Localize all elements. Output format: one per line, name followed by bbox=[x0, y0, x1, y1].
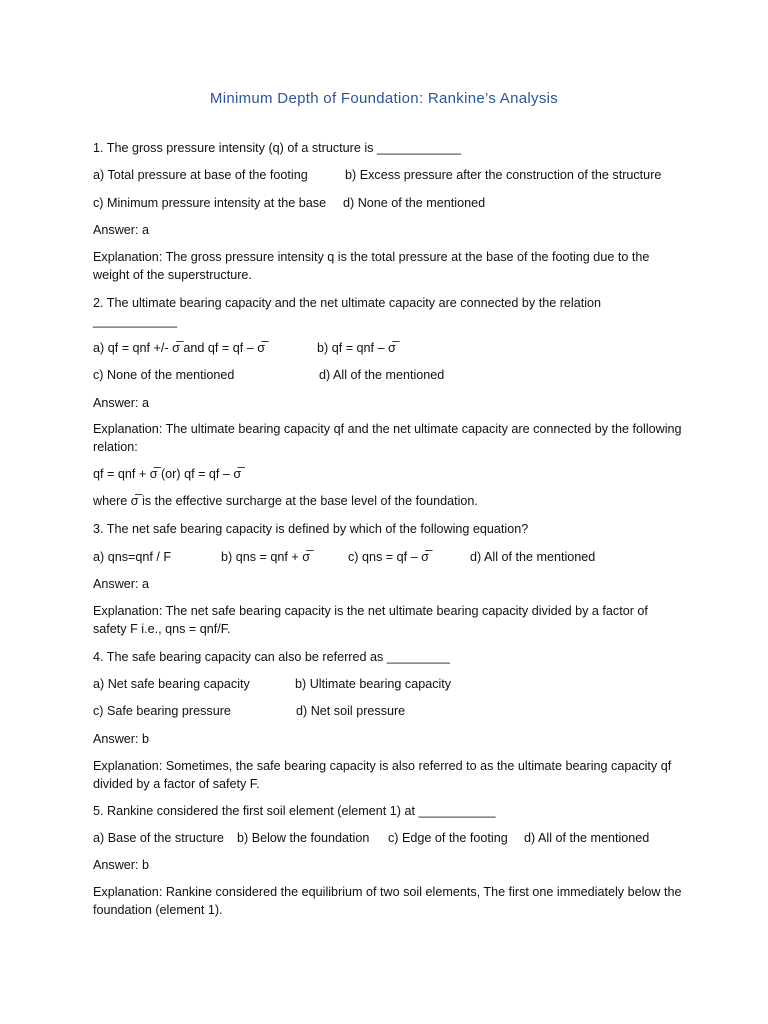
q1-option-c: c) Minimum pressure intensity at the base bbox=[93, 196, 327, 210]
q5-explanation: Explanation: Rankine considered the equilibrium of two soil elements, The first one immediately below the foundation (element 1). bbox=[93, 885, 682, 917]
question-1: 1. The gross pressure intensity (q) of a structure is ____________ bbox=[93, 141, 461, 155]
q1-option-b: b) Excess pressure after the construction of the structure bbox=[345, 168, 662, 182]
q2-where: where σ̅ is the effective surcharge at the base level of the foundation. bbox=[93, 494, 478, 508]
q4-option-b: b) Ultimate bearing capacity bbox=[295, 677, 452, 691]
q4-explanation: Explanation: Sometimes, the safe bearing capacity is also referred to as the ultimate bearing capacity qf divided by a factor of safety F. bbox=[93, 759, 672, 791]
q1-option-a: a) Total pressure at base of the footing bbox=[93, 168, 308, 182]
q3-option-c: c) qns = qf – σ̅ bbox=[348, 550, 429, 564]
q3-option-b: b) qns = qnf + σ̅ bbox=[221, 550, 310, 564]
q2-explanation: Explanation: The ultimate bearing capacity qf and the net ultimate capacity are connected by the following relation: bbox=[93, 422, 682, 454]
question-2: 2. The ultimate bearing capacity and the net ultimate capacity are connected by the relation bbox=[93, 296, 602, 310]
q4-option-c: c) Safe bearing pressure bbox=[93, 704, 231, 718]
q1-option-d: d) None of the mentioned bbox=[343, 196, 486, 210]
q1-answer: Answer: a bbox=[93, 223, 149, 237]
page-title: Minimum Depth of Foundation: Rankine’s Analysis bbox=[209, 90, 559, 107]
q2-answer: Answer: a bbox=[93, 396, 149, 410]
q2-option-c: c) None of the mentioned bbox=[93, 368, 235, 382]
q5-answer: Answer: b bbox=[93, 858, 149, 872]
q3-explanation: Explanation: The net safe bearing capacity is the net ultimate bearing capacity divided by a factor of safety F i.e., qns = qnf/F. bbox=[93, 604, 648, 636]
q5-option-a: a) Base of the structure bbox=[93, 831, 224, 845]
q2-option-b: b) qf = qnf – σ̅ bbox=[317, 341, 396, 355]
q4-answer: Answer: b bbox=[93, 732, 149, 746]
q4-option-a: a) Net safe bearing capacity bbox=[93, 677, 250, 691]
q5-option-b: b) Below the foundation bbox=[237, 831, 370, 845]
question-2-blank: ____________ bbox=[93, 314, 178, 328]
q2-formula: qf = qnf + σ̅ (or) qf = qf – σ̅ bbox=[93, 467, 242, 481]
q2-option-d: d) All of the mentioned bbox=[319, 368, 445, 382]
q3-option-a: a) qns=qnf / F bbox=[93, 550, 172, 564]
q2-option-a: a) qf = qnf +/- σ̅ and qf = qf – σ̅ bbox=[93, 341, 266, 355]
q5-option-c: c) Edge of the footing bbox=[388, 831, 508, 845]
q4-option-d: d) Net soil pressure bbox=[296, 704, 406, 718]
q3-option-d: d) All of the mentioned bbox=[470, 550, 596, 564]
question-3: 3. The net safe bearing capacity is defined by which of the following equation? bbox=[93, 522, 529, 536]
question-4: 4. The safe bearing capacity can also be referred as _________ bbox=[93, 650, 450, 664]
question-5: 5. Rankine considered the first soil element (element 1) at ___________ bbox=[93, 804, 496, 818]
q3-answer: Answer: a bbox=[93, 577, 149, 591]
q5-option-d: d) All of the mentioned bbox=[524, 831, 650, 845]
q1-explanation: Explanation: The gross pressure intensity q is the total pressure at the base of the footing due to the weight of the superstructure. bbox=[93, 250, 650, 282]
